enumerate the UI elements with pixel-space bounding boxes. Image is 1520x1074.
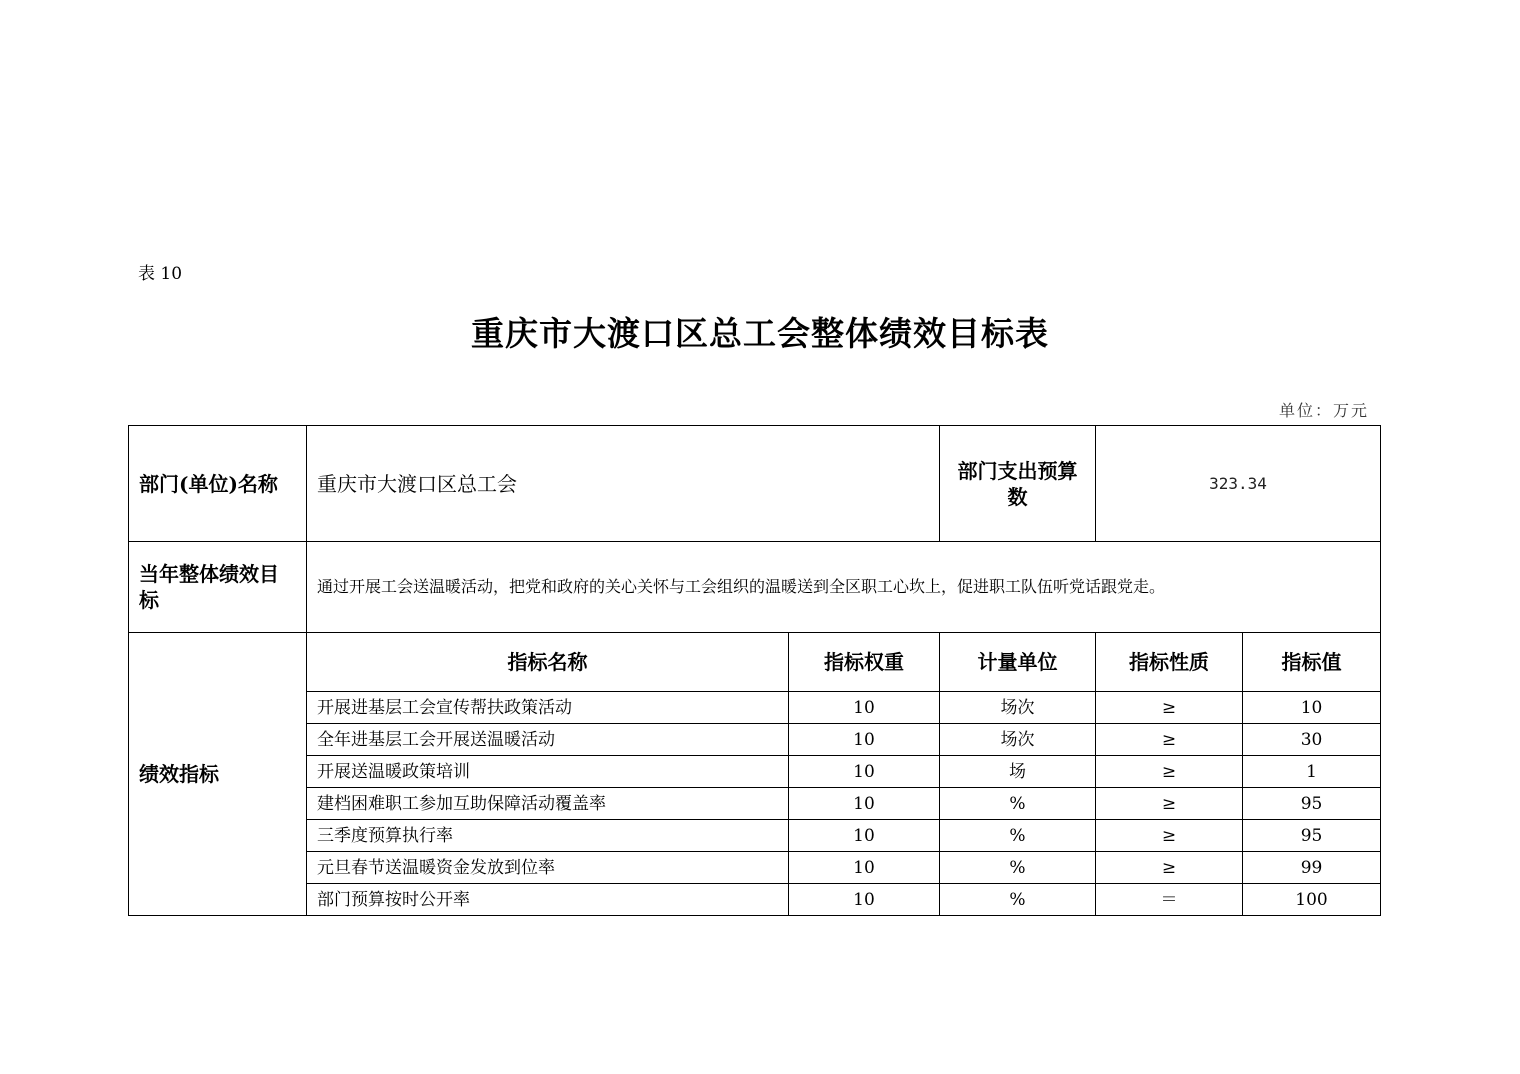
indicator-unit: 场次: [940, 724, 1096, 756]
indicator-value: 100: [1243, 884, 1381, 916]
budget-label: 部门支出预算数: [940, 426, 1096, 542]
indicator-nature: ≥: [1096, 692, 1243, 724]
indicator-name: 建档困难职工参加互助保障活动覆盖率: [307, 788, 789, 820]
table-row: [129, 884, 1381, 916]
indicator-weight: 10: [789, 756, 940, 788]
budget-value: 323.34: [1096, 426, 1381, 542]
indicator-unit: %: [940, 820, 1096, 852]
indicator-unit: 场次: [940, 692, 1096, 724]
indicator-name: 开展进基层工会宣传帮扶政策活动: [307, 692, 789, 724]
indicator-unit: %: [940, 852, 1096, 884]
indicator-value: 95: [1243, 788, 1381, 820]
table-number: 表 10: [138, 264, 183, 284]
indicator-unit: %: [940, 884, 1096, 916]
table-row: [129, 788, 1381, 820]
document-title: 重庆市大渡口区总工会整体绩效目标表: [471, 314, 1049, 353]
unit-label: 单位：万元: [1278, 401, 1369, 420]
indicator-unit: 场: [940, 756, 1096, 788]
header-value: 指标值: [1243, 633, 1381, 692]
indicator-weight: 10: [789, 692, 940, 724]
table-row: [129, 724, 1381, 756]
indicator-weight: 10: [789, 788, 940, 820]
indicator-name: 元旦春节送温暖资金发放到位率: [307, 852, 789, 884]
header-name: 指标名称: [307, 633, 789, 692]
indicator-name: 全年进基层工会开展送温暖活动: [307, 724, 789, 756]
indicators-label: 绩效指标: [129, 633, 307, 916]
indicator-weight: 10: [789, 724, 940, 756]
table-row: [129, 756, 1381, 788]
performance-goal-table: [128, 425, 1381, 916]
table-row: [129, 852, 1381, 884]
indicator-nature: ≥: [1096, 852, 1243, 884]
indicator-nature: ≥: [1096, 820, 1243, 852]
indicator-weight: 10: [789, 852, 940, 884]
header-weight: 指标权重: [789, 633, 940, 692]
table-row: [129, 692, 1381, 724]
indicator-value: 30: [1243, 724, 1381, 756]
indicator-name: 开展送温暖政策培训: [307, 756, 789, 788]
dept-name-value: 重庆市大渡口区总工会: [307, 426, 940, 542]
header-nature: 指标性质: [1096, 633, 1243, 692]
goal-label: 当年整体绩效目标: [129, 542, 307, 633]
indicator-nature: ≥: [1096, 788, 1243, 820]
table-row: [129, 820, 1381, 852]
indicator-value: 99: [1243, 852, 1381, 884]
indicator-nature: ≥: [1096, 724, 1243, 756]
goal-text: 通过开展工会送温暖活动，把党和政府的关心关怀与工会组织的温暖送到全区职工心坎上，促进职工队伍听党话跟党走。: [307, 542, 1381, 633]
indicator-weight: 10: [789, 884, 940, 916]
indicator-nature: ≥: [1096, 756, 1243, 788]
header-unit: 计量单位: [940, 633, 1096, 692]
indicator-unit: %: [940, 788, 1096, 820]
dept-name-label: 部门(单位)名称: [129, 426, 307, 542]
indicator-value: 1: [1243, 756, 1381, 788]
goal-row: [129, 542, 1381, 633]
indicator-weight: 10: [789, 820, 940, 852]
indicator-header-row: [129, 633, 1381, 692]
indicator-value: 95: [1243, 820, 1381, 852]
indicator-value: 10: [1243, 692, 1381, 724]
indicator-nature: ＝: [1096, 884, 1243, 916]
dept-row: [129, 426, 1381, 542]
indicator-name: 三季度预算执行率: [307, 820, 789, 852]
indicator-name: 部门预算按时公开率: [307, 884, 789, 916]
